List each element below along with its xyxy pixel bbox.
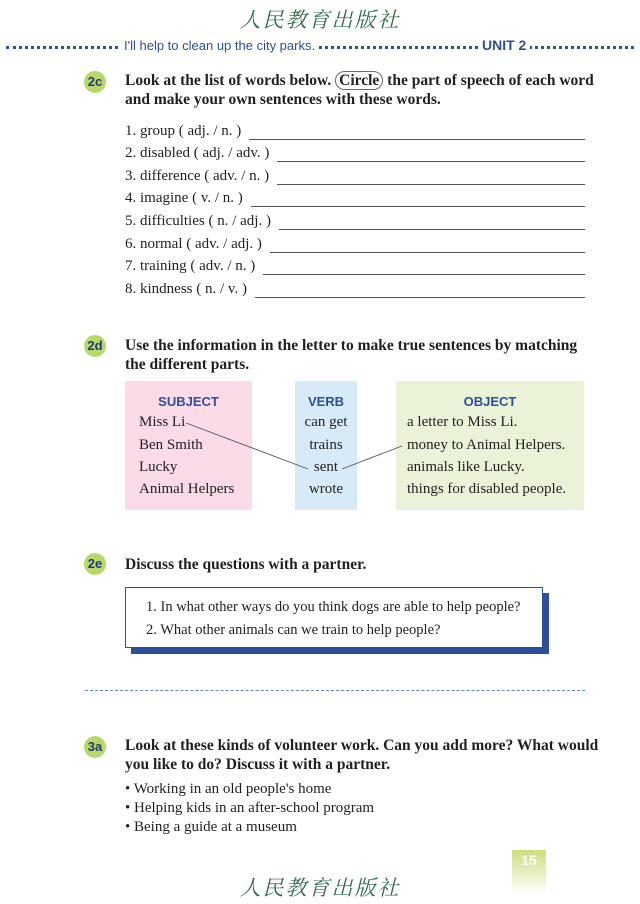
list-item: 6. normal ( adv. / adj. ) — [125, 230, 585, 253]
bullet-item: • Helping kids in an after-school program — [125, 800, 375, 816]
object-item: money to Animal Helpers. — [407, 437, 566, 453]
publisher-logo-bottom: 人民教育出版社 — [239, 876, 401, 900]
subject-item: Miss Li — [139, 414, 186, 430]
instruction-2c-part2: the part of speech of each word — [387, 72, 594, 89]
object-heading: OBJECT — [463, 394, 517, 409]
badge-2c: 2c — [84, 71, 106, 93]
verb-item: can get — [304, 414, 348, 430]
instruction-3a-line2: you like to do? Discuss it with a partner. — [125, 756, 391, 773]
instruction-2c-part1: Look at the list of words below. — [125, 72, 332, 89]
list-item: 7. training ( adv. / n. ) — [125, 253, 585, 276]
list-item: 3. difference ( adv. / n. ) — [125, 162, 585, 185]
list-item: 1. group ( adj. / n. ) — [125, 117, 585, 140]
publisher-logo-top: 人民教育出版社 — [239, 8, 401, 32]
circle-word: Circle — [335, 71, 383, 90]
subject-item: Animal Helpers — [139, 481, 235, 497]
list-item: 5. difficulties ( n. / adj. ) — [125, 207, 585, 230]
instruction-2e: Discuss the questions with a partner. — [125, 556, 367, 573]
bullet-item: • Working in an old people's home — [125, 781, 332, 797]
list-item: 8. kindness ( n. / v. ) — [125, 275, 585, 298]
verb-item: sent — [313, 459, 339, 475]
section-divider — [85, 690, 585, 691]
badge-2e: 2e — [84, 553, 106, 575]
page-number-tab — [512, 850, 546, 894]
verb-heading: VERB — [307, 394, 345, 409]
badge-2d: 2d — [84, 335, 106, 357]
subject-item: Lucky — [139, 459, 178, 475]
instruction-3a — [125, 736, 625, 774]
question-1: 1. In what other ways do you think dogs are able to help people? — [146, 599, 521, 615]
subject-heading: SUBJECT — [158, 394, 219, 409]
unit-label: UNIT 2 — [478, 37, 530, 53]
list-item: 4. imagine ( v. / n. ) — [125, 185, 585, 208]
match-line-subject-verb — [186, 423, 308, 469]
verb-item: trains — [309, 437, 343, 453]
instruction-2d-line2: the different parts. — [125, 356, 250, 373]
instruction-2c-line2: and make your own sentences with these words. — [125, 91, 441, 108]
subject-item: Ben Smith — [139, 437, 203, 453]
object-item: animals like Lucky. — [407, 459, 525, 475]
lesson-title: I'll help to clean up the city parks. — [120, 38, 319, 53]
page-number: 15 — [521, 852, 537, 868]
match-line-verb-object — [342, 446, 402, 469]
question-2: 2. What other animals can we train to help people? — [146, 622, 441, 638]
badge-3a: 3a — [84, 736, 106, 758]
instruction-2d-line1: Use the information in the letter to make true sentences by matching — [125, 337, 578, 354]
verb-item: wrote — [308, 481, 344, 497]
instruction-3a-line1: Look at these kinds of volunteer work. Can you add more? What would — [125, 737, 599, 754]
bullet-item: • Being a guide at a museum — [125, 819, 297, 835]
object-item: a letter to Miss Li. — [407, 414, 518, 430]
list-item: 2. disabled ( adj. / adv. ) — [125, 140, 585, 163]
question-box — [125, 587, 543, 648]
object-item: things for disabled people. — [407, 481, 567, 497]
